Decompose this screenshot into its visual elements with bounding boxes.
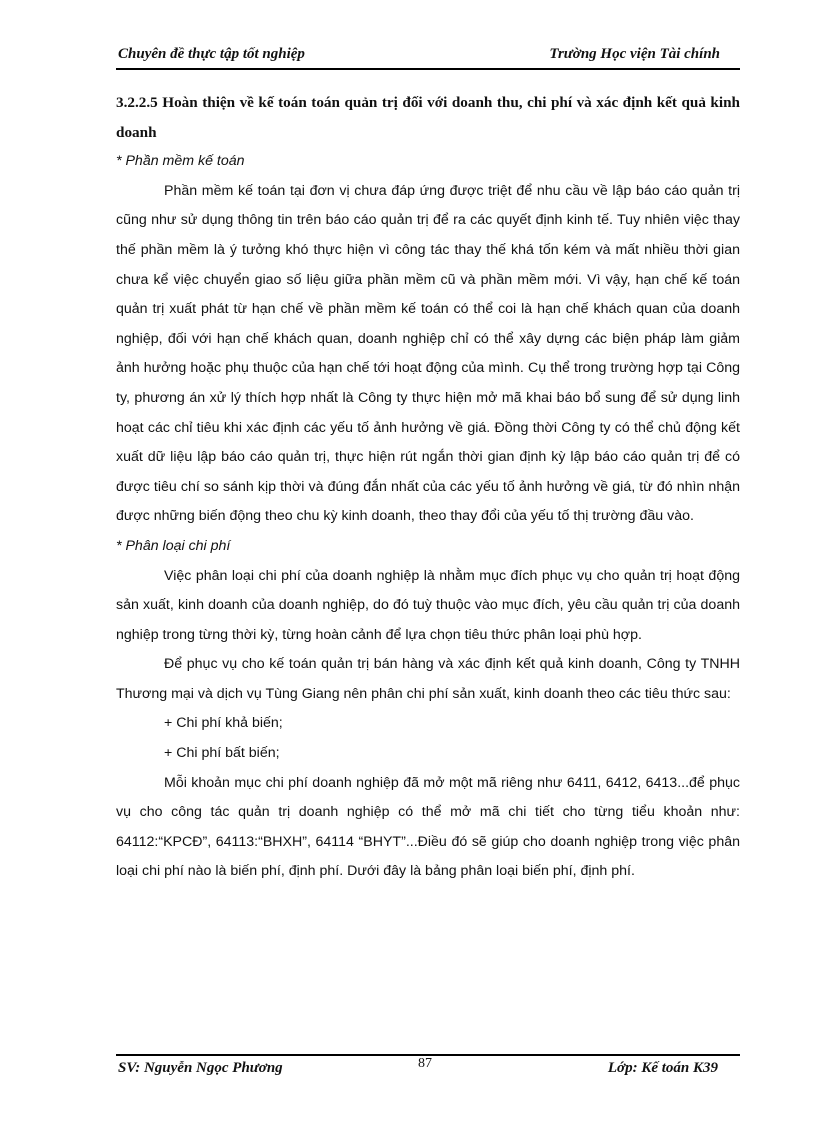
list-item-variable-cost: + Chi phí khả biến; (164, 715, 283, 732)
paragraph-cost-codes: Mỗi khoản mục chi phí doanh nghiệp đã mở một mã riêng như 6411, 6412, 6413...để phục vụ cho công tác quản trị doanh nghiệp có thể mở mã chi tiết cho từng tiểu khoản như: 64112:“KPCĐ”, 64113:“BHXH”, 64114 “BHYT”...Điều đó sẽ giúp cho doanh nghiệp trong việc phân loại chi phí nào là biến phí, định phí. Dưới đây là bảng phân loại biến phí, định phí. (116, 774, 740, 880)
paragraph-cost-criteria: Để phục vụ cho kế toán quản trị bán hàng và xác định kết quả kinh doanh, Công ty TNHH Thương mại và dịch vụ Tùng Giang nên phân chi phí sản xuất, kinh doanh theo các tiêu thức sau: (116, 656, 740, 702)
paragraph-cost-purpose: Việc phân loại chi phí của doanh nghiệp là nhằm mục đích phục vụ cho quản trị hoạt động sản xuất, kinh doanh của doanh nghiệp, do đó tuỳ thuộc vào mục đích, yêu cầu quản trị của doanh nghiệp trong từng thời kỳ, từng hoàn cảnh để lựa chọn tiêu thức phân loại phù hợp. (116, 567, 740, 643)
page-footer (116, 1054, 740, 1076)
header-institution: Trường Học viện Tài chính (549, 46, 720, 62)
page-body (116, 88, 740, 887)
subheading-cost-classification: * Phân loại chi phí (116, 537, 231, 554)
list-item-fixed-cost: + Chi phí bất biến; (164, 745, 280, 762)
page-header (116, 44, 740, 70)
subheading-accounting-software: * Phần mềm kế toán (116, 153, 245, 170)
page-number: 87 (418, 1056, 432, 1071)
section-heading: 3.2.2.5 Hoàn thiện về kế toán toán quản trị đối với doanh thu, chi phí và xác định kết quả kinh doanh (116, 94, 740, 141)
paragraph-software: Phần mềm kế toán tại đơn vị chưa đáp ứng được triệt để nhu cầu về lập báo cáo quản trị cũng như sử dụng thông tin trên báo cáo quản trị để ra các quyết định kinh tế. Tuy nhiên việc thay thế phần mềm là ý tưởng khó thực hiện vì công tác thay thế khá tốn kém và mất nhiều thời gian chưa kể việc chuyển giao số liệu giữa phần mềm cũ và phần mềm mới. Vì vậy, hạn chế kế toán quản trị xuất phát từ hạn chế về phần mềm kế toán có thể coi là hạn chế khách quan của doanh nghiệp, đối với hạn chế khách quan, doanh nghiệp chỉ có thể xây dựng các biện pháp làm giảm ảnh hưởng hoặc phụ thuộc của hạn chế tới hoạt động của mình. Cụ thể trong trường hợp tại Công ty, phương án xử lý thích hợp nhất là Công ty thực hiện mở mã khai báo bổ sung để sử dụng linh hoạt các chỉ tiêu khi xác định các yếu tố ảnh hưởng về giá. Đồng thời Công ty có thể chủ động kết xuất dữ liệu lập báo cáo quản trị, thực hiện rút ngắn thời gian định kỳ lập báo cáo quản trị để có được tiêu chí so sánh kịp thời và đúng đắn nhất của các yếu tố ảnh hưởng về giá, từ đó nhìn nhận được những biến động theo chu kỳ kinh doanh, theo thay đổi của yếu tố thị trường đầu vào. (116, 182, 740, 525)
footer-student-name: SV: Nguyễn Ngọc Phương (118, 1060, 283, 1076)
header-report-title: Chuyên đề thực tập tốt nghiệp (118, 46, 305, 62)
footer-class: Lớp: Kế toán K39 (607, 1060, 718, 1076)
